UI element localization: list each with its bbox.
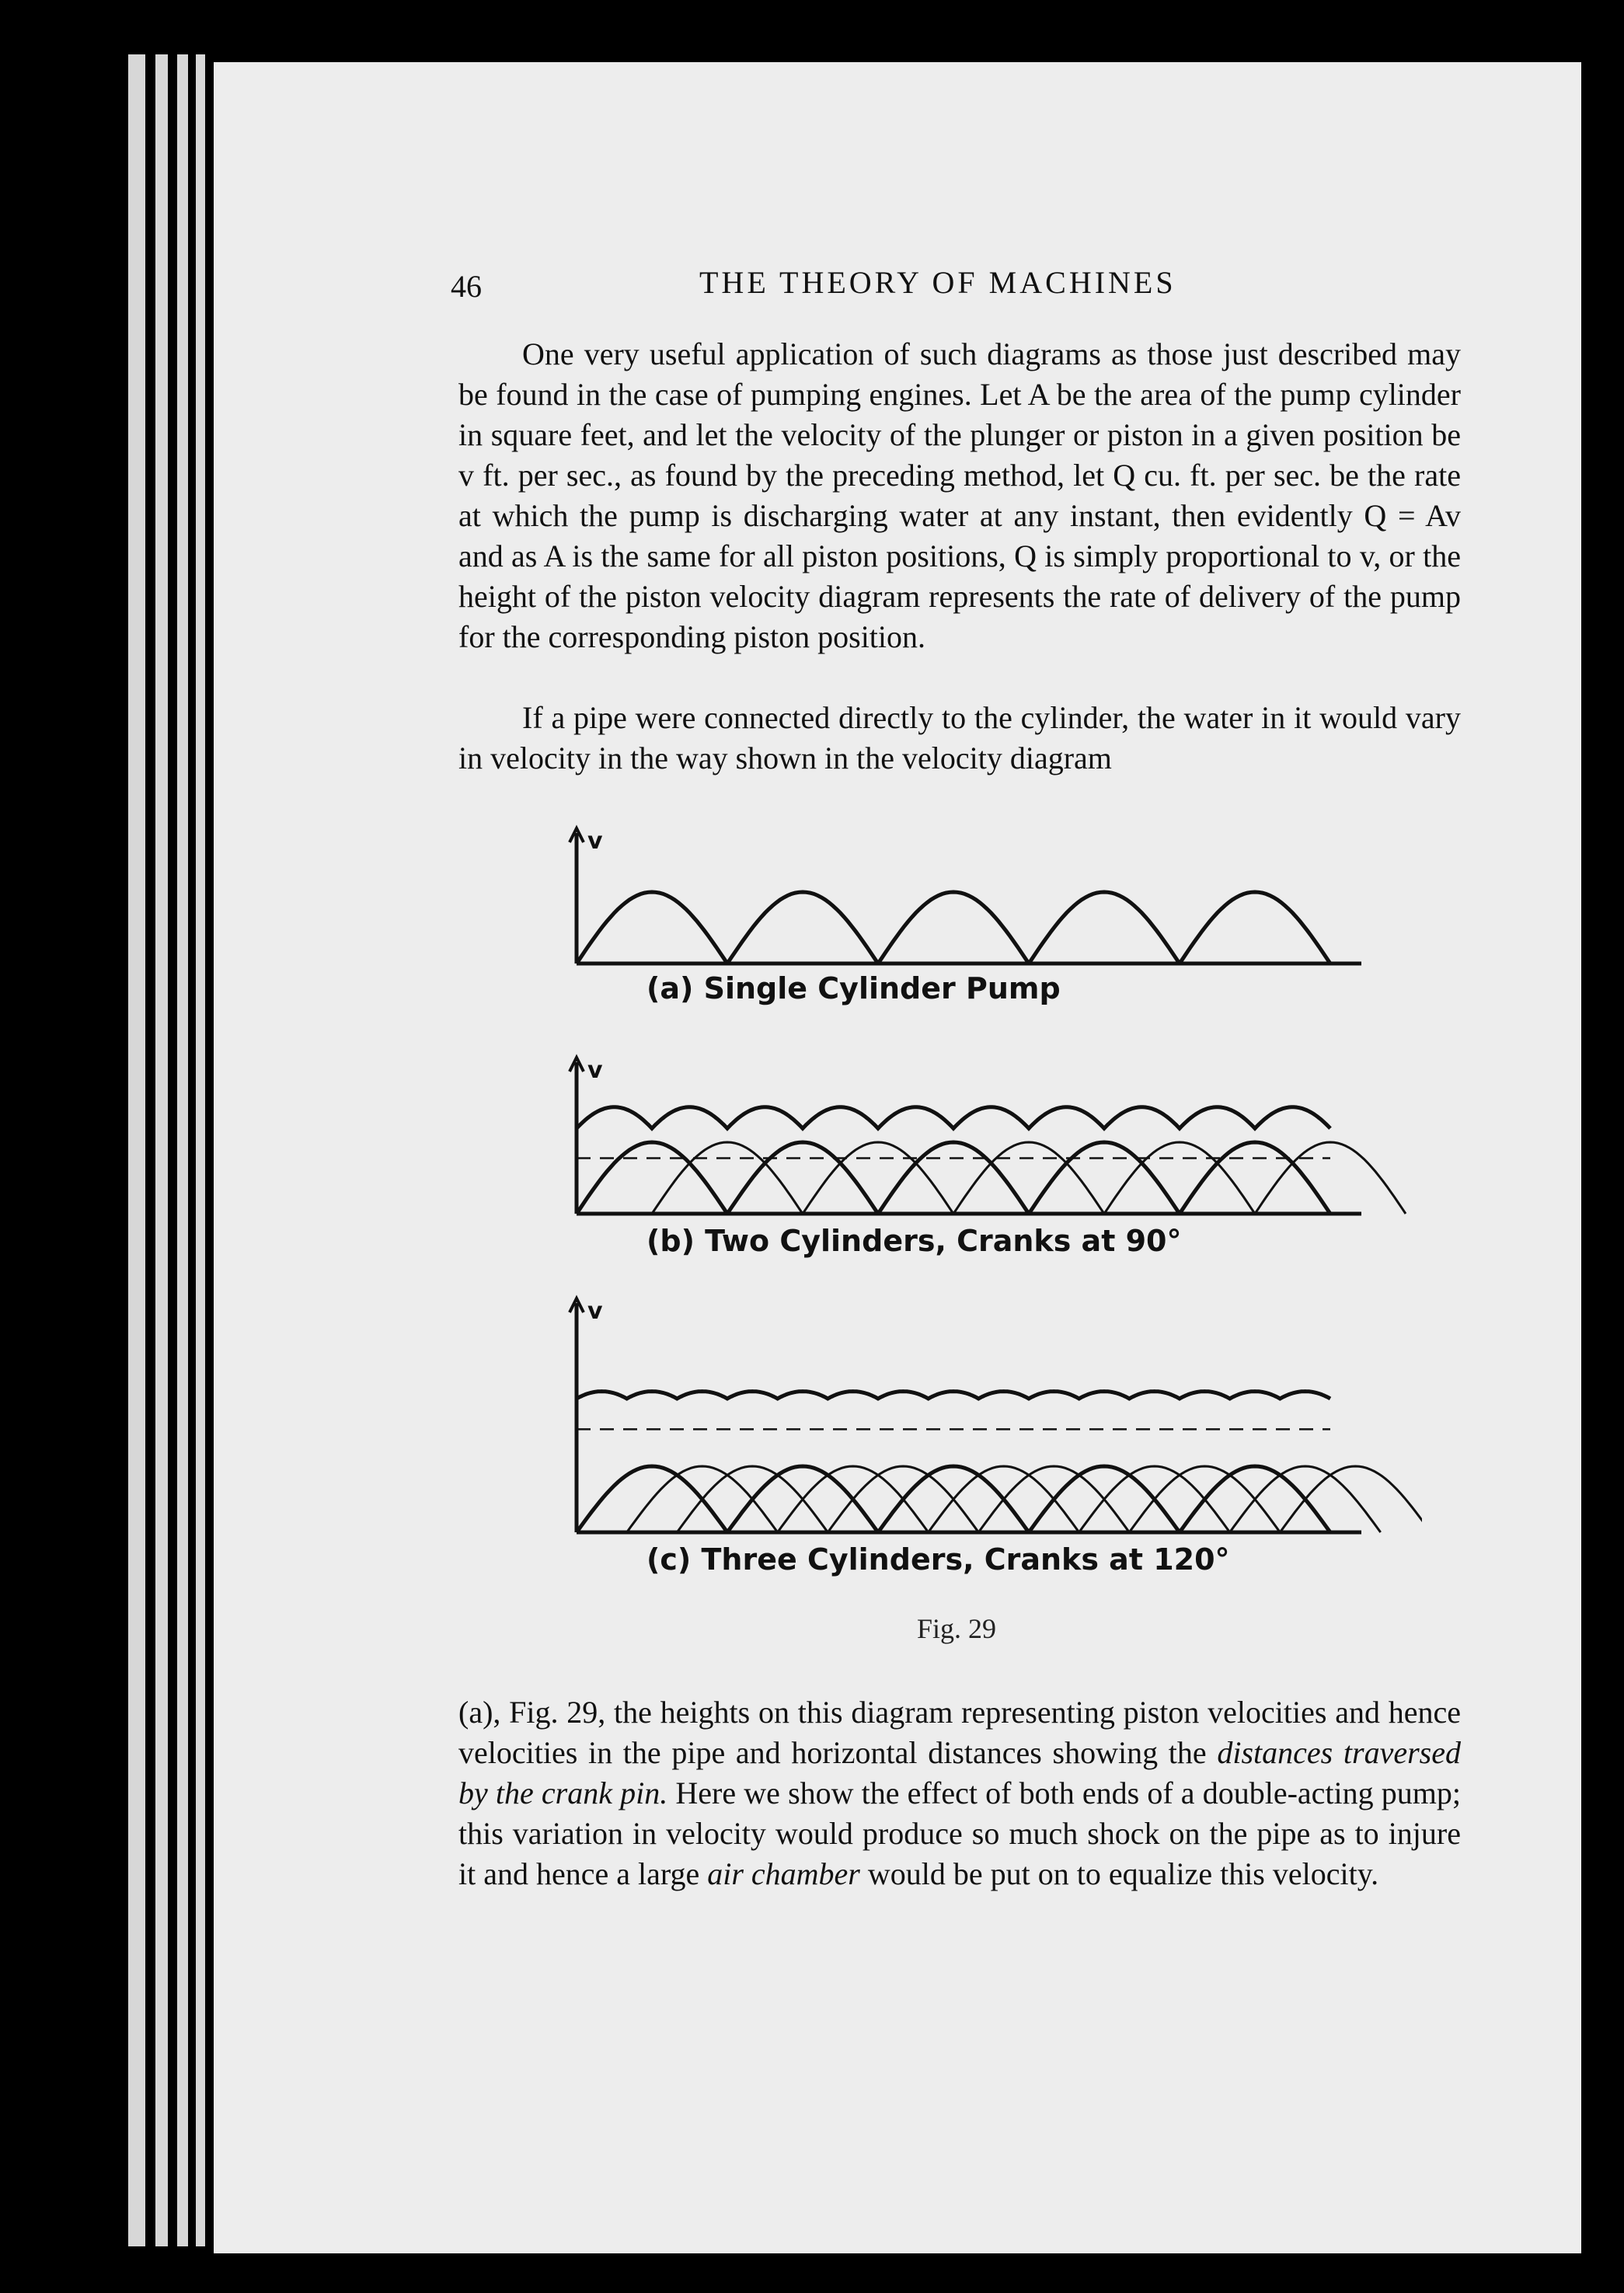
running-head: THE THEORY OF MACHINES — [699, 265, 1176, 300]
cylinder-velocity-curve — [1180, 1142, 1330, 1214]
panel-label: (b) Two Cylinders, Cranks at 90° — [646, 1224, 1182, 1258]
book-edge-stripe — [155, 54, 168, 2246]
panel-label: (a) Single Cylinder Pump — [646, 971, 1061, 1005]
paragraph-pumping-engines: One very useful application of such diagrams as those just described may be found in the case of pumping engines. Let A be the area of the pump cylinder in square feet, and let the velocity of the plunger or piston in a given position be v ft. per sec., as found by the preceding method, let Q cu. ft. per sec. be the rate at which the pump is discharging water at any instant, then evidently Q = Av and as A is the same for all piston positions, Q is simply proportional to v, or the height of the piston velocity diagram represents the rate of delivery of the pump for the corresponding piston position. — [458, 336, 1461, 654]
cylinder-velocity-curve — [953, 1142, 1104, 1214]
book-edge-stripe — [128, 54, 145, 2246]
text-segment: Here we show the effect of both ends of a double-acting pump; this variation in velocity would produce so much shock on the pipe as to injure it and hence a large — [458, 1776, 1461, 1891]
text-segment: (a), Fig. 29, the heights on this diagram representing piston velocities and hence velocities in the pipe and horizontal distances showing the — [458, 1695, 1461, 1770]
cylinder-velocity-curve — [1180, 892, 1330, 964]
paragraph-fig-explanation — [458, 1692, 1461, 1894]
text-segment: would be put on to equalize this velocity. — [859, 1856, 1379, 1891]
cylinder-velocity-curve — [727, 1142, 878, 1214]
book-edge-stripe — [177, 54, 188, 2246]
cylinder-velocity-curve — [1280, 1466, 1422, 1532]
book-edge-stripe — [196, 54, 205, 2246]
v-axis-label: v — [587, 1298, 603, 1325]
figure-29 — [544, 808, 1422, 1616]
cylinder-velocity-curve — [652, 1142, 803, 1214]
cylinder-velocity-curve — [803, 1142, 953, 1214]
emphasis-air-chamber: air chamber — [707, 1856, 860, 1891]
panel-label: (c) Three Cylinders, Cranks at 120° — [646, 1542, 1230, 1577]
figure-caption: Fig. 29 — [917, 1613, 997, 1644]
page-number: 46 — [451, 269, 482, 304]
cylinder-velocity-curve — [727, 892, 878, 964]
cylinder-velocity-curve — [878, 892, 1029, 964]
cylinder-velocity-curve — [577, 1142, 727, 1214]
emphasis-crank-pin: distances traversed by the crank pin. — [458, 1735, 1461, 1810]
v-axis-label: v — [587, 1057, 603, 1084]
combined-velocity-curve — [577, 1107, 1330, 1128]
velocity-diagrams — [544, 808, 1422, 1616]
cylinder-velocity-curve — [1255, 1142, 1406, 1214]
paragraph-pipe-velocity: If a pipe were connected directly to the cylinder, the water in it would vary in velocity in the way shown in the velocity diagram — [458, 700, 1461, 775]
cylinder-velocity-curve — [1104, 1142, 1255, 1214]
v-axis-label: v — [587, 828, 603, 855]
cylinder-velocity-curve — [1029, 892, 1180, 964]
cylinder-velocity-curve — [1029, 1142, 1180, 1214]
cylinder-velocity-curve — [577, 892, 727, 964]
cylinder-velocity-curve — [878, 1142, 1029, 1214]
combined-velocity-curve — [577, 1392, 1330, 1399]
